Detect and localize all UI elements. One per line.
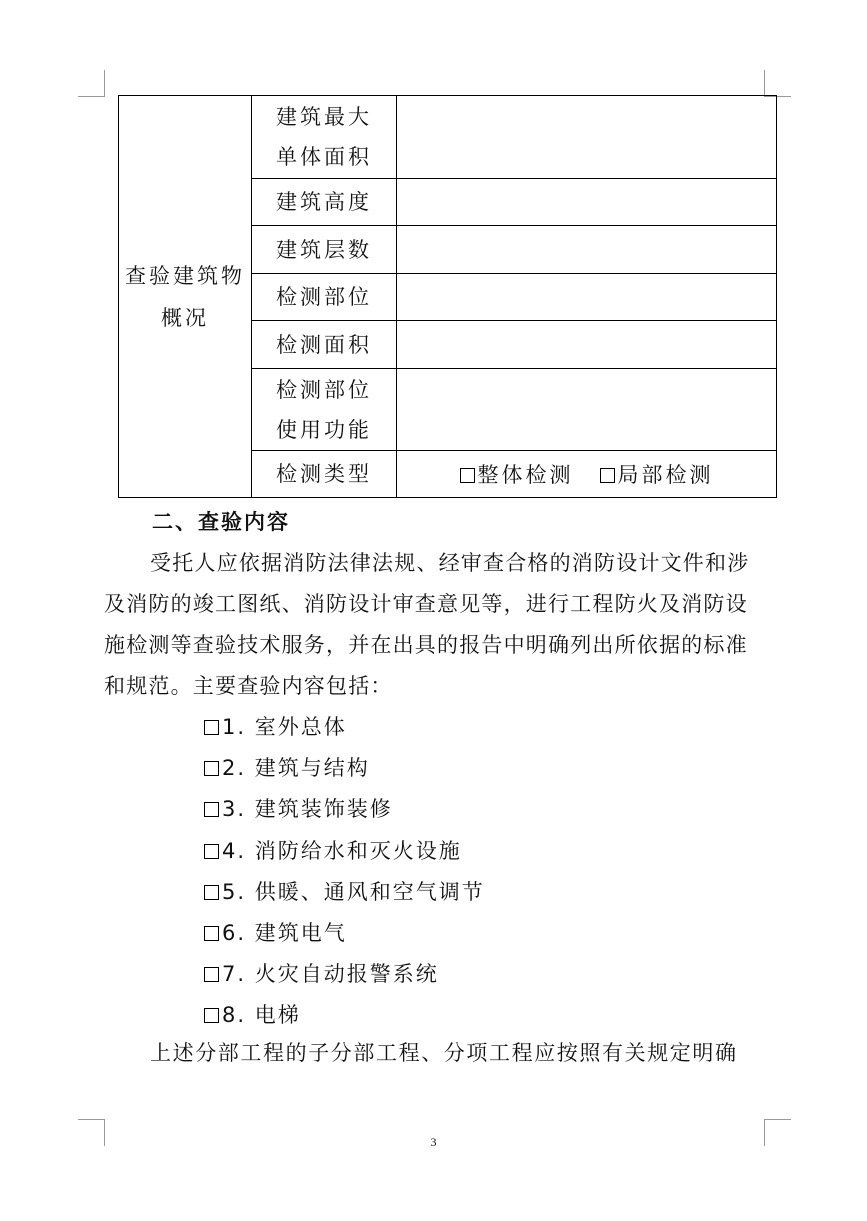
row-label: 建筑最大单体面积 xyxy=(252,96,397,179)
option-partial-checkbox[interactable] xyxy=(600,463,714,487)
row-value[interactable] xyxy=(397,321,777,369)
row-label: 检测部位 xyxy=(252,274,397,321)
checkbox-icon[interactable] xyxy=(204,926,219,941)
checkbox-icon[interactable] xyxy=(204,720,219,735)
list-item: 3. 建筑装饰装修 xyxy=(204,789,485,830)
section-paragraph: 受托人应依据消防法律法规、经审查合格的消防设计文件和涉及消防的竣工图纸、消防设计审查意见等，进行工程防火及消防设施检测等查验技术服务，并在出具的报告中明确列出所依据的标准和规范。主要查验内容包括： xyxy=(104,551,750,698)
row-label: 检测类型 xyxy=(252,451,397,498)
list-item: 2. 建筑与结构 xyxy=(204,748,485,789)
building-overview-table xyxy=(118,95,777,498)
group-label: 查验建筑物概况 xyxy=(125,263,245,330)
page-number: 3 xyxy=(430,1135,437,1149)
row-label: 建筑高度 xyxy=(252,179,397,226)
detection-type-options xyxy=(397,451,777,498)
group-label-cell xyxy=(119,96,252,498)
row-label: 检测部位使用功能 xyxy=(252,369,397,451)
option-label: 局部检测 xyxy=(617,463,714,487)
crop-mark-top-right xyxy=(764,70,791,97)
checkbox-icon[interactable] xyxy=(204,885,219,900)
checkbox-icon[interactable] xyxy=(204,844,219,859)
list-item: 6. 建筑电气 xyxy=(204,913,485,954)
row-value[interactable] xyxy=(397,179,777,226)
option-whole-checkbox[interactable] xyxy=(460,463,574,487)
list-item: 7. 火灾自动报警系统 xyxy=(204,954,485,995)
checkbox-icon[interactable] xyxy=(204,802,219,817)
checkbox-icon[interactable] xyxy=(204,967,219,982)
list-item: 1. 室外总体 xyxy=(204,707,485,748)
option-label: 整体检测 xyxy=(477,463,574,487)
row-label: 检测面积 xyxy=(252,321,397,369)
checkbox-icon[interactable] xyxy=(600,468,615,483)
crop-mark-top-left xyxy=(78,70,105,97)
row-label: 建筑层数 xyxy=(252,226,397,274)
list-item: 8. 电梯 xyxy=(204,995,485,1036)
continuation-line: 上述分部工程的子分部工程、分项工程应按照有关规定明确 xyxy=(150,1041,738,1065)
checkbox-icon[interactable] xyxy=(204,761,219,776)
inspection-items-list xyxy=(204,707,485,1037)
row-value[interactable] xyxy=(397,369,777,451)
row-value[interactable] xyxy=(397,274,777,321)
list-item: 4. 消防给水和灭火设施 xyxy=(204,831,485,872)
checkbox-icon[interactable] xyxy=(204,1008,219,1023)
row-value[interactable] xyxy=(397,226,777,274)
table-row xyxy=(119,96,777,179)
section-heading: 二、查验内容 xyxy=(152,510,290,534)
checkbox-icon[interactable] xyxy=(460,468,475,483)
row-value[interactable] xyxy=(397,96,777,179)
list-item: 5. 供暖、通风和空气调节 xyxy=(204,872,485,913)
